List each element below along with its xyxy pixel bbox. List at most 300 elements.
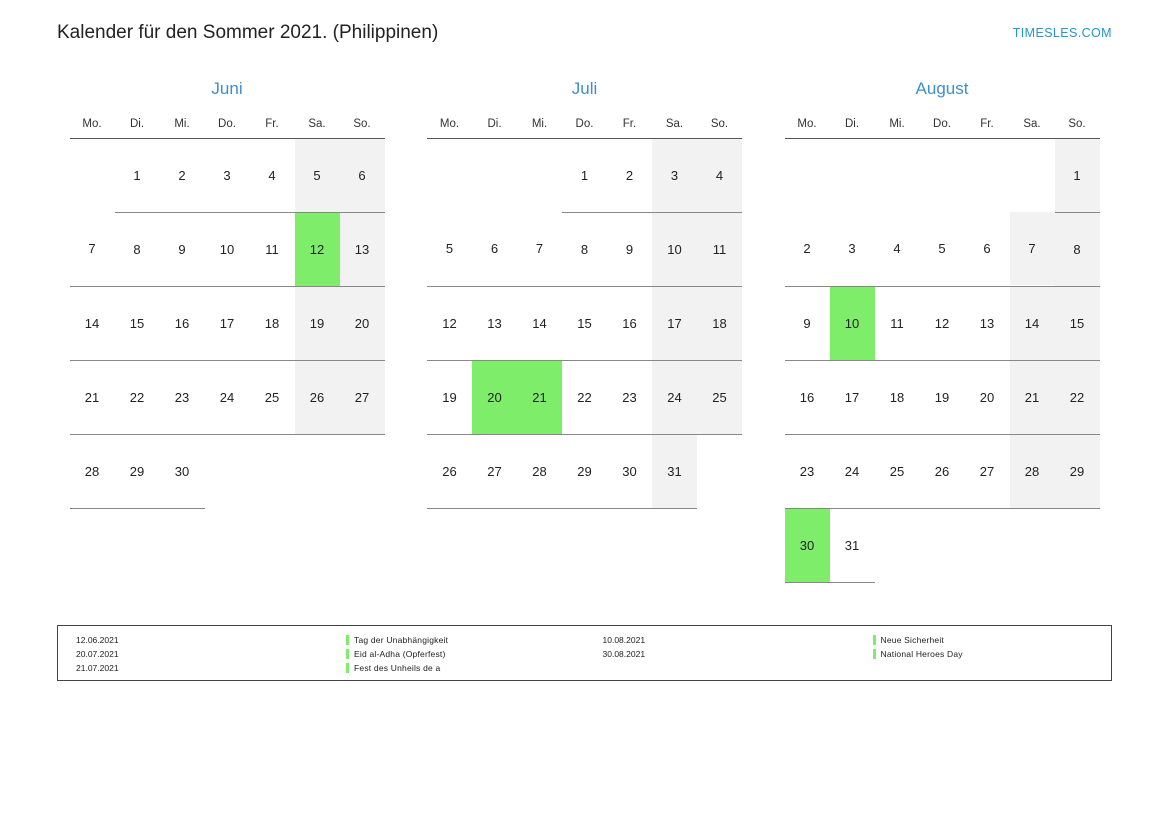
legend-label: Tag der Unabhängigkeit xyxy=(354,635,449,645)
day-number: 13 xyxy=(979,315,995,331)
week-row xyxy=(785,286,1100,360)
day-cell[interactable] xyxy=(697,212,742,286)
day-number: 23 xyxy=(174,389,190,405)
week-row xyxy=(785,434,1100,508)
day-cell[interactable] xyxy=(160,212,205,286)
legend-column-left xyxy=(58,626,585,680)
day-number: 3 xyxy=(848,241,856,257)
day-number: 26 xyxy=(934,463,950,479)
day-cell-blank xyxy=(875,509,920,582)
day-number: 22 xyxy=(129,389,145,405)
day-number: 4 xyxy=(268,167,276,183)
legend-label: Fest des Unheils de a xyxy=(354,663,441,673)
day-number: 2 xyxy=(803,241,811,257)
day-cell[interactable] xyxy=(115,360,160,434)
day-cell-empty xyxy=(472,138,517,212)
day-cell-blank xyxy=(205,435,250,508)
weekday-header: So. xyxy=(697,110,742,138)
day-cell-empty xyxy=(697,434,742,508)
day-number: 1 xyxy=(1055,139,1100,212)
day-number: 5 xyxy=(295,139,340,212)
day-number: 4 xyxy=(893,241,901,257)
week-row xyxy=(785,360,1100,434)
day-cell[interactable] xyxy=(472,434,517,508)
day-cell-empty xyxy=(1055,508,1100,582)
day-number: 22 xyxy=(1055,361,1100,434)
month-grid xyxy=(70,110,385,509)
day-cell[interactable] xyxy=(652,434,697,508)
day-cell-empty xyxy=(920,508,965,582)
day-cell[interactable] xyxy=(652,360,697,434)
day-cell[interactable] xyxy=(70,286,115,360)
legend-date: 21.07.2021 xyxy=(76,663,119,673)
day-cell[interactable] xyxy=(562,360,607,434)
weekday-header: Di. xyxy=(472,110,517,138)
legend-date: 12.06.2021 xyxy=(76,635,119,645)
day-cell[interactable] xyxy=(205,212,250,286)
day-cell[interactable] xyxy=(875,360,920,434)
day-cell[interactable] xyxy=(340,138,385,212)
day-cell-empty xyxy=(1010,138,1055,212)
day-number: 17 xyxy=(652,287,697,360)
day-cell-blank xyxy=(785,139,830,212)
day-number: 19 xyxy=(295,287,340,360)
day-number: 6 xyxy=(340,139,385,212)
weekday-header: Mi. xyxy=(517,110,562,138)
day-number: 23 xyxy=(622,389,637,405)
day-number: 12 xyxy=(295,213,340,286)
day-cell[interactable] xyxy=(160,434,205,508)
day-cell[interactable] xyxy=(875,286,920,360)
month-grid xyxy=(785,110,1100,583)
legend-color-swatch xyxy=(873,649,876,659)
day-cell-empty xyxy=(875,138,920,212)
day-cell[interactable] xyxy=(920,212,965,286)
day-number: 20 xyxy=(340,287,385,360)
day-cell[interactable] xyxy=(205,286,250,360)
weekday-header: Fr. xyxy=(250,110,295,138)
day-cell[interactable] xyxy=(652,286,697,360)
day-cell-empty xyxy=(830,138,875,212)
weekday-header-row xyxy=(427,110,742,138)
day-number: 24 xyxy=(652,361,697,434)
day-cell-blank xyxy=(340,435,385,508)
day-number: 25 xyxy=(264,389,280,405)
day-cell[interactable] xyxy=(830,360,875,434)
day-cell[interactable] xyxy=(115,434,160,508)
day-cell[interactable] xyxy=(1010,286,1055,360)
day-cell[interactable] xyxy=(652,138,697,212)
day-cell[interactable] xyxy=(205,138,250,212)
weekday-header: Sa. xyxy=(652,110,697,138)
day-number: 30 xyxy=(174,463,190,479)
month-name: Juli xyxy=(571,79,598,98)
day-number: 14 xyxy=(532,315,547,331)
day-cell-empty xyxy=(70,138,115,212)
weekday-header: Mo. xyxy=(427,110,472,138)
legend-item xyxy=(603,649,1112,662)
day-number: 18 xyxy=(264,315,280,331)
day-cell[interactable] xyxy=(340,212,385,286)
day-number: 27 xyxy=(340,361,385,434)
weekday-header: Mo. xyxy=(785,110,830,138)
day-cell-empty xyxy=(875,508,920,582)
day-cell-blank xyxy=(965,139,1010,212)
week-row xyxy=(427,360,742,434)
day-cell[interactable] xyxy=(115,286,160,360)
day-cell[interactable] xyxy=(697,286,742,360)
day-number: 3 xyxy=(223,167,231,183)
weekday-header: Sa. xyxy=(1010,110,1055,138)
day-cell[interactable] xyxy=(517,286,562,360)
month-block xyxy=(57,78,397,583)
month-block xyxy=(772,78,1112,583)
legend-color-swatch xyxy=(873,635,876,645)
day-number: 12 xyxy=(442,315,457,331)
legend-item xyxy=(76,635,585,648)
day-number: 4 xyxy=(697,139,742,212)
day-number: 29 xyxy=(577,463,592,479)
month-name: August xyxy=(915,79,969,98)
legend-color-swatch xyxy=(346,649,349,659)
day-number: 8 xyxy=(580,241,589,257)
day-number: 1 xyxy=(580,167,589,183)
week-row xyxy=(427,212,742,286)
day-cell[interactable] xyxy=(115,138,160,212)
day-cell-blank xyxy=(1055,509,1100,582)
day-cell[interactable] xyxy=(160,286,205,360)
day-number: 6 xyxy=(490,241,499,257)
day-cell[interactable] xyxy=(427,212,472,286)
day-cell[interactable] xyxy=(70,434,115,508)
day-number: 7 xyxy=(1010,212,1055,285)
month-name: Juni xyxy=(211,79,243,98)
day-number: 26 xyxy=(442,463,457,479)
day-number: 20 xyxy=(472,361,517,434)
day-cell-holiday[interactable] xyxy=(785,508,830,582)
day-cell[interactable] xyxy=(920,360,965,434)
day-number: 15 xyxy=(577,315,592,331)
day-cell[interactable] xyxy=(785,286,830,360)
day-number: 16 xyxy=(799,389,815,405)
day-cell[interactable] xyxy=(875,212,920,286)
day-cell[interactable] xyxy=(562,434,607,508)
day-cell-empty xyxy=(785,138,830,212)
day-cell[interactable] xyxy=(250,360,295,434)
legend-color-swatch xyxy=(346,635,349,645)
day-number: 7 xyxy=(535,241,544,257)
day-cell[interactable] xyxy=(830,434,875,508)
day-cell[interactable] xyxy=(1055,360,1100,434)
day-number: 11 xyxy=(697,213,742,286)
week-row xyxy=(785,212,1100,286)
legend-item xyxy=(603,635,1112,648)
day-cell[interactable] xyxy=(562,138,607,212)
day-cell[interactable] xyxy=(250,212,295,286)
week-row xyxy=(70,360,385,434)
day-number: 20 xyxy=(979,389,995,405)
day-number: 21 xyxy=(517,361,562,434)
day-cell[interactable] xyxy=(785,360,830,434)
day-cell[interactable] xyxy=(1055,434,1100,508)
day-cell[interactable] xyxy=(472,212,517,286)
day-number: 27 xyxy=(487,463,502,479)
day-number: 6 xyxy=(983,241,991,257)
weekday-header: So. xyxy=(340,110,385,138)
day-number: 2 xyxy=(178,167,186,183)
day-cell[interactable] xyxy=(830,508,875,582)
day-number: 21 xyxy=(84,389,100,405)
day-cell-empty xyxy=(250,434,295,508)
day-cell-blank xyxy=(517,139,562,212)
day-number: 25 xyxy=(697,361,742,434)
weekday-header-row xyxy=(70,110,385,138)
weekday-header: Do. xyxy=(205,110,250,138)
day-cell[interactable] xyxy=(295,138,340,212)
day-cell[interactable] xyxy=(160,360,205,434)
day-cell[interactable] xyxy=(607,434,652,508)
day-number: 9 xyxy=(803,315,811,331)
day-cell[interactable] xyxy=(965,286,1010,360)
day-cell-empty xyxy=(965,508,1010,582)
week-row xyxy=(785,138,1100,212)
day-cell[interactable] xyxy=(607,360,652,434)
weekday-header: Mi. xyxy=(160,110,205,138)
day-number: 12 xyxy=(934,315,950,331)
site-brand-link[interactable]: TIMESLES.COM xyxy=(1012,26,1112,40)
day-number: 24 xyxy=(844,463,860,479)
day-cell[interactable] xyxy=(1010,434,1055,508)
day-cell[interactable] xyxy=(785,434,830,508)
legend-date: 30.08.2021 xyxy=(602,649,646,659)
day-cell-blank xyxy=(920,509,965,582)
day-cell[interactable] xyxy=(830,212,875,286)
weekday-header: So. xyxy=(1055,110,1100,138)
day-number: 23 xyxy=(799,463,815,479)
day-number: 14 xyxy=(84,315,100,331)
day-cell[interactable] xyxy=(70,360,115,434)
day-number: 19 xyxy=(442,389,457,405)
day-cell-blank xyxy=(295,435,340,508)
day-number: 28 xyxy=(532,463,547,479)
day-cell-blank xyxy=(1010,509,1055,582)
weekday-header: Mi. xyxy=(875,110,920,138)
day-number: 31 xyxy=(844,537,860,553)
day-cell-blank xyxy=(920,139,965,212)
weekday-header: Mo. xyxy=(70,110,115,138)
day-cell[interactable] xyxy=(340,286,385,360)
day-cell-blank xyxy=(250,435,295,508)
day-cell-holiday[interactable] xyxy=(830,286,875,360)
weekday-header: Di. xyxy=(115,110,160,138)
weekday-header: Fr. xyxy=(965,110,1010,138)
legend-panel xyxy=(57,625,1112,681)
day-cell[interactable] xyxy=(427,286,472,360)
day-number: 18 xyxy=(889,389,905,405)
day-cell[interactable] xyxy=(115,212,160,286)
day-number: 9 xyxy=(625,241,634,257)
day-cell-holiday[interactable] xyxy=(517,360,562,434)
day-cell[interactable] xyxy=(785,212,830,286)
legend-item xyxy=(76,649,585,662)
day-cell[interactable] xyxy=(562,212,607,286)
day-cell[interactable] xyxy=(517,434,562,508)
legend-label: National Heroes Day xyxy=(880,649,963,659)
day-cell[interactable] xyxy=(965,434,1010,508)
legend-date: 10.08.2021 xyxy=(602,635,646,645)
week-row xyxy=(427,434,742,508)
day-cell[interactable] xyxy=(965,212,1010,286)
weekday-header: Do. xyxy=(562,110,607,138)
day-number: 17 xyxy=(844,389,860,405)
day-cell[interactable] xyxy=(295,360,340,434)
day-cell-blank xyxy=(875,139,920,212)
month-grid xyxy=(427,110,742,509)
day-number: 28 xyxy=(84,463,100,479)
day-number: 11 xyxy=(265,241,279,257)
day-cell-empty xyxy=(517,138,562,212)
day-number: 13 xyxy=(340,213,385,286)
day-number: 10 xyxy=(830,287,875,360)
day-cell[interactable] xyxy=(1055,138,1100,212)
weekday-header: Di. xyxy=(830,110,875,138)
day-cell[interactable] xyxy=(295,286,340,360)
week-row xyxy=(427,138,742,212)
day-cell-blank xyxy=(830,139,875,212)
day-number: 10 xyxy=(652,213,697,286)
weekday-header-row xyxy=(785,110,1100,138)
day-number: 13 xyxy=(487,315,502,331)
day-number: 26 xyxy=(295,361,340,434)
day-number: 5 xyxy=(445,241,454,257)
day-number: 10 xyxy=(219,241,235,257)
day-number: 30 xyxy=(622,463,637,479)
day-cell-holiday[interactable] xyxy=(472,360,517,434)
day-cell-holiday[interactable] xyxy=(295,212,340,286)
months-container xyxy=(57,78,1112,583)
day-cell[interactable] xyxy=(205,360,250,434)
day-number: 16 xyxy=(622,315,637,331)
day-cell[interactable] xyxy=(965,360,1010,434)
day-cell[interactable] xyxy=(697,138,742,212)
day-cell-empty xyxy=(965,138,1010,212)
legend-label: Neue Sicherheit xyxy=(880,635,944,645)
day-number: 9 xyxy=(178,241,186,257)
week-row xyxy=(70,434,385,508)
week-row xyxy=(70,286,385,360)
page-header xyxy=(57,18,1112,48)
legend-label: Eid al-Adha (Opferfest) xyxy=(354,649,446,659)
week-row xyxy=(427,286,742,360)
day-cell-empty xyxy=(340,434,385,508)
day-number: 29 xyxy=(1055,435,1100,508)
day-number: 8 xyxy=(133,241,141,257)
day-number: 15 xyxy=(129,315,145,331)
day-cell[interactable] xyxy=(472,286,517,360)
day-number: 18 xyxy=(697,287,742,360)
day-number: 28 xyxy=(1010,435,1055,508)
legend-color-swatch xyxy=(346,663,349,673)
legend-item xyxy=(76,663,585,676)
weekday-header: Do. xyxy=(920,110,965,138)
day-cell[interactable] xyxy=(70,212,115,286)
day-number: 31 xyxy=(652,435,697,508)
day-cell[interactable] xyxy=(517,212,562,286)
day-number: 11 xyxy=(890,315,904,331)
day-cell[interactable] xyxy=(607,286,652,360)
day-cell[interactable] xyxy=(652,212,697,286)
day-number: 3 xyxy=(652,139,697,212)
day-number: 5 xyxy=(938,241,946,257)
day-number: 8 xyxy=(1055,213,1100,286)
day-cell[interactable] xyxy=(920,434,965,508)
day-cell[interactable] xyxy=(1010,360,1055,434)
day-number: 15 xyxy=(1055,287,1100,360)
day-number: 7 xyxy=(88,241,96,257)
day-cell[interactable] xyxy=(427,434,472,508)
day-number: 27 xyxy=(979,463,995,479)
day-cell[interactable] xyxy=(1055,286,1100,360)
day-number: 16 xyxy=(174,315,190,331)
day-cell[interactable] xyxy=(920,286,965,360)
day-cell[interactable] xyxy=(1055,212,1100,286)
day-cell-empty xyxy=(427,138,472,212)
day-number: 1 xyxy=(133,167,141,183)
day-cell-blank xyxy=(472,139,517,212)
day-number: 17 xyxy=(219,315,235,331)
day-cell[interactable] xyxy=(1010,212,1055,286)
day-cell-blank xyxy=(1010,139,1055,212)
day-cell-blank xyxy=(427,139,472,212)
week-row xyxy=(70,212,385,286)
day-number: 24 xyxy=(219,389,235,405)
day-number: 2 xyxy=(625,167,634,183)
legend-date: 20.07.2021 xyxy=(76,649,119,659)
day-number: 25 xyxy=(889,463,905,479)
day-number: 14 xyxy=(1010,287,1055,360)
weekday-header: Fr. xyxy=(607,110,652,138)
week-row xyxy=(70,138,385,212)
weekday-header: Sa. xyxy=(295,110,340,138)
day-cell-blank xyxy=(70,139,115,212)
legend-column-right xyxy=(585,626,1112,680)
day-cell[interactable] xyxy=(340,360,385,434)
day-cell[interactable] xyxy=(607,212,652,286)
day-cell[interactable] xyxy=(697,360,742,434)
week-row xyxy=(785,508,1100,582)
day-cell[interactable] xyxy=(562,286,607,360)
day-cell-empty xyxy=(205,434,250,508)
day-number: 21 xyxy=(1010,361,1055,434)
day-cell-empty xyxy=(1010,508,1055,582)
day-number: 29 xyxy=(129,463,145,479)
day-cell-empty xyxy=(295,434,340,508)
page-title: Kalender für den Sommer 2021. (Philippinen) xyxy=(57,22,439,43)
day-cell[interactable] xyxy=(427,360,472,434)
day-cell[interactable] xyxy=(250,286,295,360)
day-cell[interactable] xyxy=(607,138,652,212)
day-cell[interactable] xyxy=(160,138,205,212)
day-cell[interactable] xyxy=(250,138,295,212)
day-cell-blank xyxy=(965,509,1010,582)
day-number: 30 xyxy=(785,509,830,582)
day-cell-empty xyxy=(920,138,965,212)
day-cell-blank xyxy=(697,435,742,508)
month-block xyxy=(415,78,755,583)
day-cell[interactable] xyxy=(875,434,920,508)
day-number: 19 xyxy=(934,389,950,405)
day-number: 22 xyxy=(577,389,592,405)
